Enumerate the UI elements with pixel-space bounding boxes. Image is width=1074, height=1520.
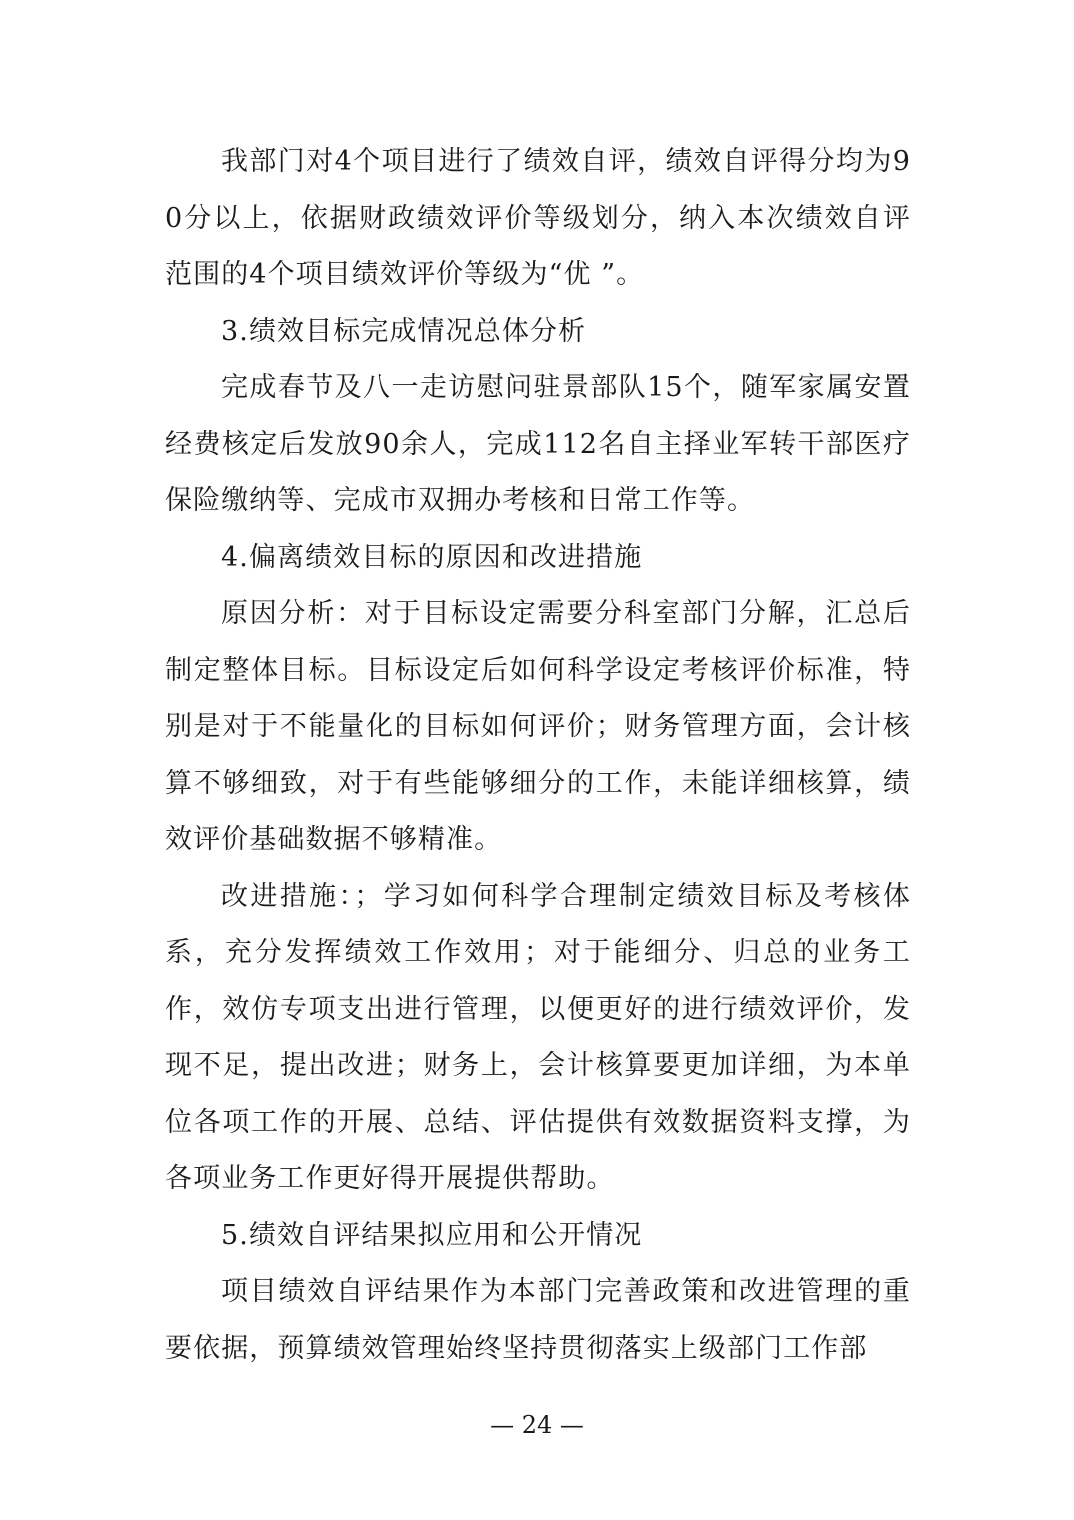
paragraph-improvement-measures: 改进措施：；学习如何科学合理制定绩效目标及考核体系，充分发挥绩效工作效用；对于能细分、归总的业务工作，效仿专项支出进行管理，以便更好的进行绩效评价，发现不足，提出改进；财务上，会计核算要更加详细，为本单位各项工作的开展、总结、评估提供有效数据资料支撑，为各项业务工作更好得开展提供帮助。 [165, 880, 911, 1194]
paragraph-result-application: 项目绩效自评结果作为本部门完善政策和改进管理的重要依据，预算绩效管理始终坚持贯彻落实上级部门工作部 [165, 1276, 911, 1364]
paragraph-cause-analysis: 原因分析：对于目标设定需要分科室部门分解，汇总后制定整体目标。目标设定后如何科学设定考核评价标准，特别是对于不能量化的目标如何评价；财务管理方面，会计核算不够细致，对于有些能够细分的工作，未能详细核算，绩效评价基础数据不够精准。 [165, 598, 911, 855]
document-body [165, 134, 911, 1377]
page-number: — 24 — [490, 1411, 584, 1439]
paragraph-goal-completion: 完成春节及八一走访慰问驻景部队15个，随军家属安置经费核定后发放90余人，完成112名自主择业军转干部医疗保险缴纳等、完成市双拥办考核和日常工作等。 [165, 372, 911, 516]
section-heading-3: 3.绩效目标完成情况总体分析 [221, 315, 587, 347]
section-heading-5: 5.绩效自评结果拟应用和公开情况 [221, 1219, 643, 1251]
paragraph-self-evaluation-summary: 我部门对4个项目进行了绩效自评，绩效自评得分均为90分以上，依据财政绩效评价等级划分，纳入本次绩效自评范围的4个项目绩效评价等级为“优 ”。 [165, 146, 911, 290]
section-heading-4: 4.偏离绩效目标的原因和改进措施 [221, 541, 643, 573]
